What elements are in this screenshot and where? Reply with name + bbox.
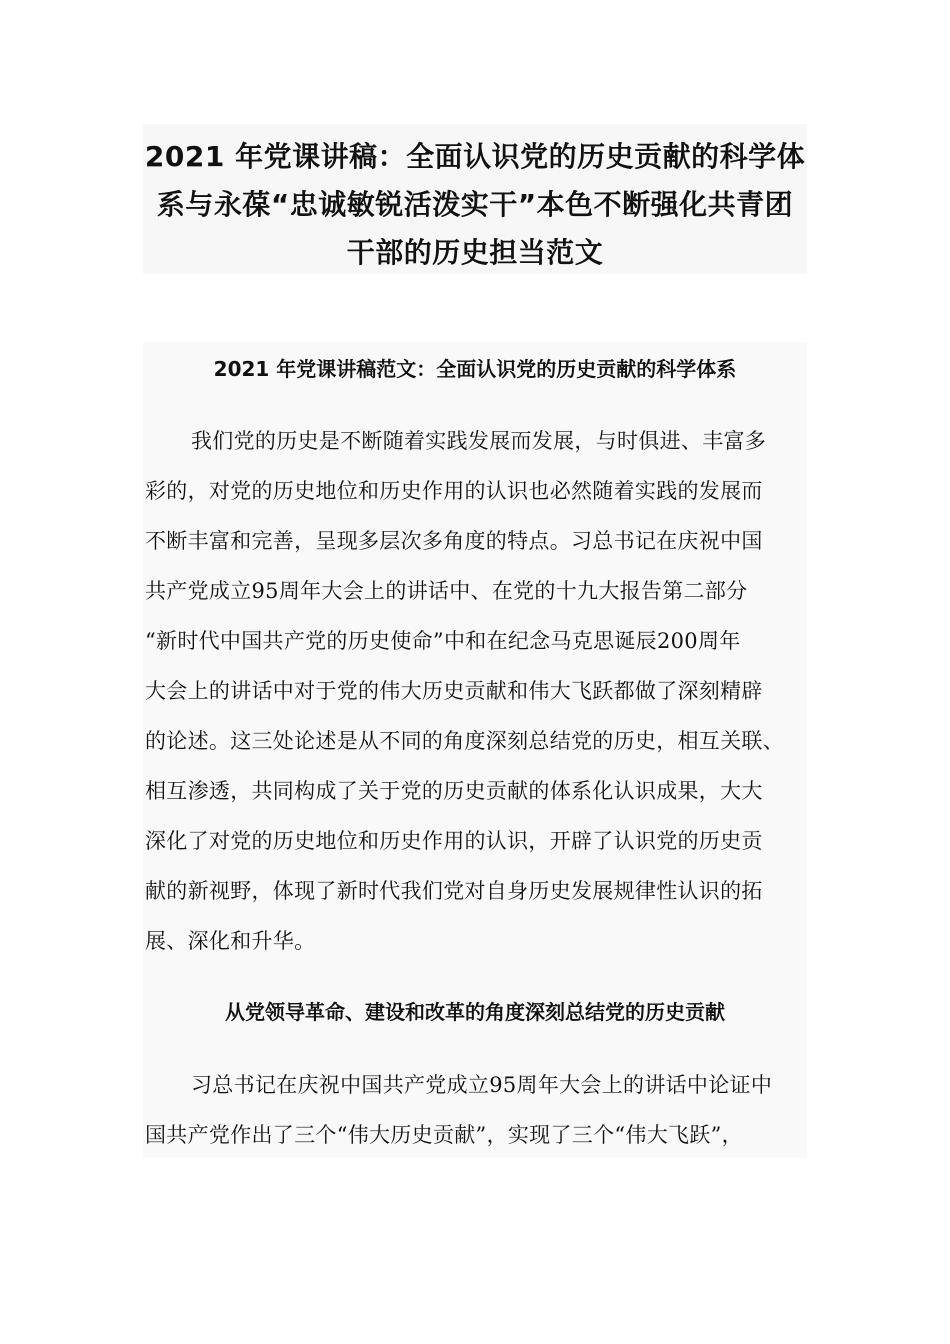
title-line-1: 2021 年党课讲稿：全面认识党的历史贡献的科学体 [144, 140, 806, 173]
paragraph-line: 不断丰富和完善，呈现多层次多角度的特点。习总书记在庆祝中国 [145, 529, 763, 553]
paragraph-line: 深化了对党的历史地位和历史作用的认识，开辟了认识党的历史贡 [145, 829, 763, 853]
section-heading-1: 2021 年党课讲稿范文：全面认识党的历史贡献的科学体系 [213, 357, 737, 381]
paragraph-line: 我们党的历史是不断随着实践发展而发展，与时俱进、丰富多 [191, 429, 767, 453]
paragraph-line: 共产党成立95周年大会上的讲话中、在党的十九大报告第二部分 [145, 579, 748, 603]
paragraph-line: 彩的，对党的历史地位和历史作用的认识也必然随着实践的发展而 [145, 479, 763, 503]
section-heading-2: 从党领导革命、建设和改革的角度深刻总结党的历史贡献 [225, 1000, 725, 1024]
paragraph-line: 国共产党作出了三个“伟大历史贡献”，实现了三个“伟大飞跃”， [145, 1123, 743, 1147]
paragraph-line: 习总书记在庆祝中国共产党成立95周年大会上的讲话中论证中 [191, 1073, 773, 1097]
paragraph-line: 大会上的讲话中对于党的伟大历史贡献和伟大飞跃都做了深刻精辟 [145, 679, 763, 703]
paragraph-line: 展、深化和升华。 [145, 929, 316, 953]
document-title [143, 124, 807, 274]
paragraph-line: 献的新视野，体现了新时代我们党对自身历史发展规律性认识的拓 [145, 879, 763, 903]
document-body [143, 342, 807, 1158]
paragraph-line: 相互渗透，共同构成了关于党的历史贡献的体系化认识成果，大大 [145, 779, 763, 803]
title-line-3: 干部的历史担当范文 [346, 236, 604, 269]
title-line-2: 系与永葆“忠诚敏锐活泼实干”本色不断强化共青团 [156, 188, 794, 221]
paragraph-line: 的论述。这三处论述是从不同的角度深刻总结党的历史，相互关联、 [145, 729, 784, 753]
paragraph-line: “新时代中国共产党的历史使命”中和在纪念马克思诞辰200周年 [145, 629, 741, 653]
